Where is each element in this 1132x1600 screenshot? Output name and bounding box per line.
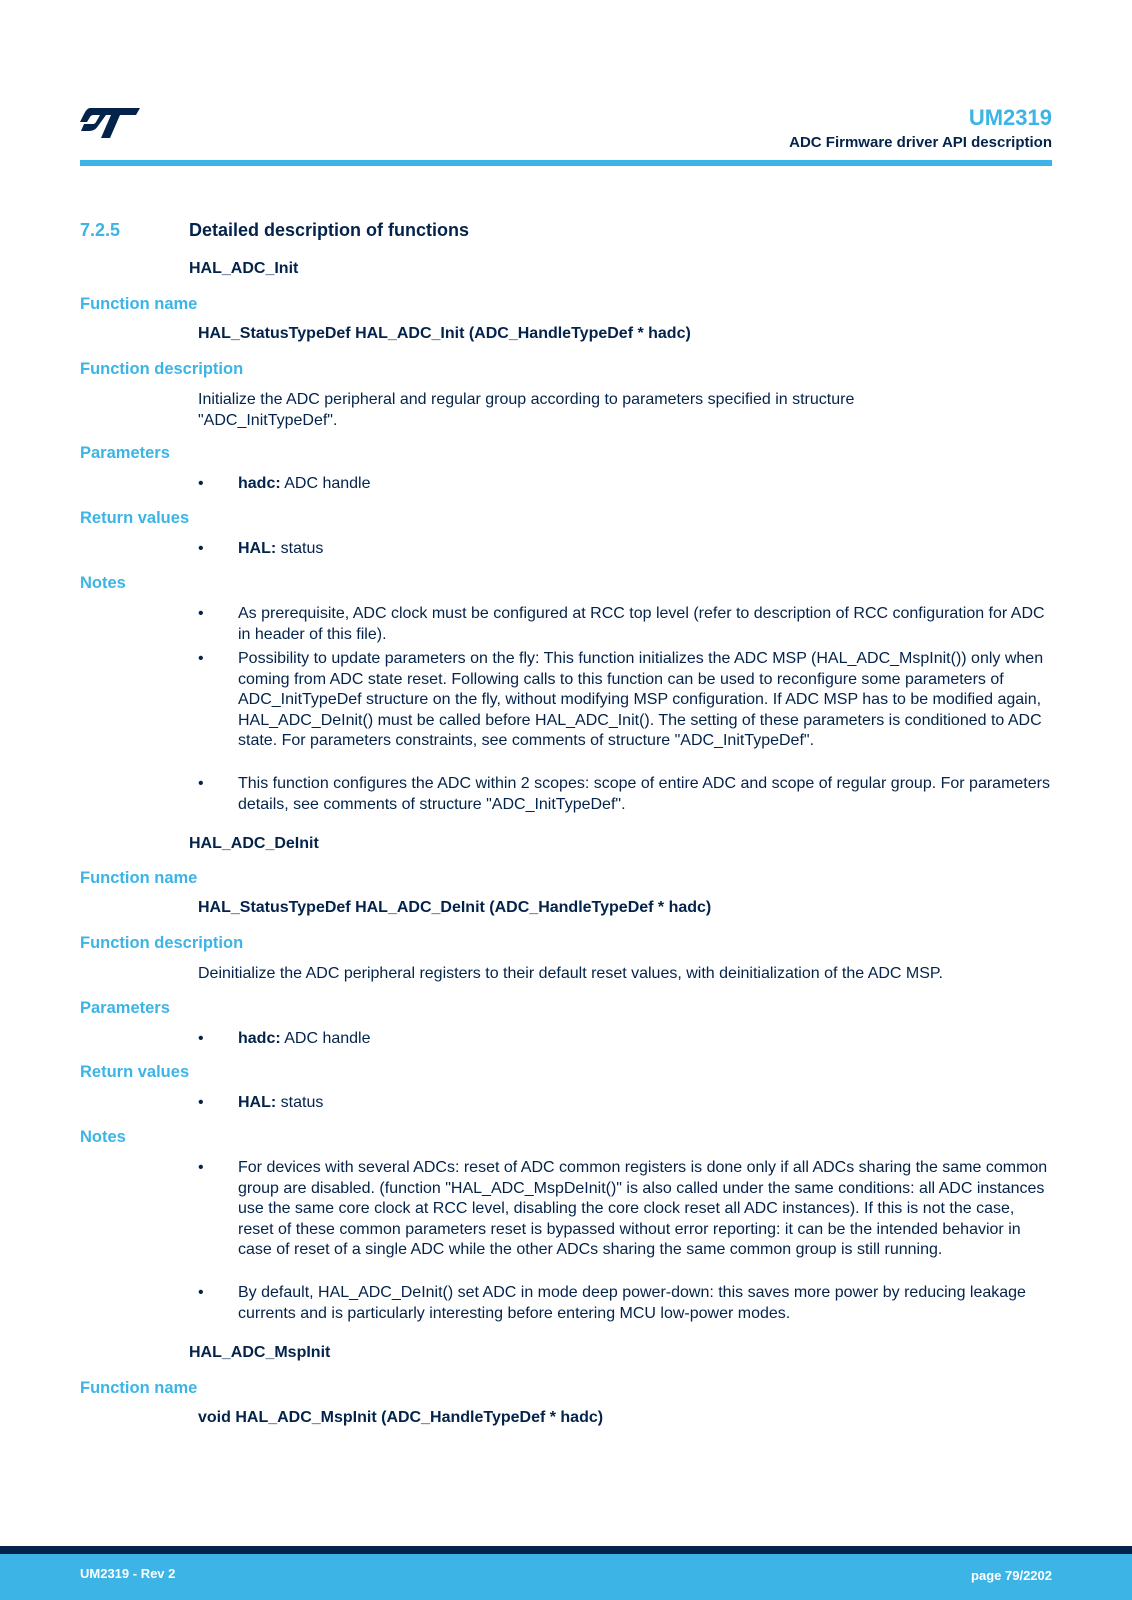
bullet-icon: • [198, 540, 204, 557]
document-id: UM2319 [968, 105, 1052, 130]
parameter-item [198, 1029, 1053, 1050]
footer-rule [0, 1546, 1132, 1554]
bullet-icon: • [198, 1030, 204, 1047]
bullet-icon: • [198, 775, 204, 792]
note-item [198, 774, 1053, 815]
function-signature-init: HAL_StatusTypeDef HAL_ADC_Init (ADC_HandleTypeDef * hadc) [198, 325, 691, 342]
note-item [198, 604, 1053, 645]
function-signature-deinit: HAL_StatusTypeDef HAL_ADC_DeInit (ADC_HandleTypeDef * hadc) [198, 899, 712, 916]
label-function-description: Function description [80, 934, 244, 952]
label-parameters: Parameters [80, 444, 170, 462]
bullet-icon: • [198, 475, 204, 492]
parameter-name: hadc: [238, 1030, 281, 1047]
bullet-icon: • [198, 605, 204, 622]
parameter-text: ADC handle [280, 1030, 371, 1047]
note-item [198, 1283, 1053, 1324]
note-item [198, 649, 1053, 752]
parameter-text: ADC handle [280, 475, 371, 492]
note-text: This function configures the ADC within 2 scopes: scope of entire ADC and scope of regular group. For parameters details, see comments of structure "ADC_InitTypeDef". [238, 775, 1050, 813]
footer-page-number: page 79/2202 [971, 1568, 1052, 1583]
function-signature-mspinit: void HAL_ADC_MspInit (ADC_HandleTypeDef * hadc) [198, 1409, 604, 1426]
function-title-init: HAL_ADC_Init [189, 260, 299, 277]
function-description-init: Initialize the ADC peripheral and regular group according to parameters specified in structure "ADC_InitTypeDef". [198, 391, 855, 429]
return-value-text: status [276, 1094, 324, 1111]
bullet-icon: • [198, 1284, 204, 1301]
parameter-name: hadc: [238, 475, 281, 492]
label-function-description: Function description [80, 360, 244, 378]
label-notes: Notes [80, 1128, 126, 1146]
page-footer [0, 1554, 1132, 1600]
st-logo [80, 106, 142, 140]
footer-doc-revision: UM2319 - Rev 2 [80, 1566, 176, 1581]
label-return-values: Return values [80, 509, 190, 527]
bullet-icon: • [198, 1159, 204, 1176]
function-title-mspinit: HAL_ADC_MspInit [189, 1344, 331, 1361]
bullet-icon: • [198, 1094, 204, 1111]
header-rule [80, 160, 1052, 166]
return-value-item [198, 1093, 1053, 1114]
note-text: As prerequisite, ADC clock must be configured at RCC top level (refer to description of RCC configuration for ADC in header of this file). [238, 605, 1045, 643]
function-description-deinit: Deinitialize the ADC peripheral registers to their default reset values, with deinitialization of the ADC MSP. [198, 965, 943, 982]
note-text: For devices with several ADCs: reset of ADC common registers is done only if all ADCs sharing the same common group are disabled. (function "HAL_ADC_MspDeInit()" is also called under the same conditions: all ADC instances use the same core clock at RCC level, disabling the core clock reset all ADC instances). If this is not the case, reset of these common parameters reset is bypassed without error reporting: it can be the intended behavior in case of reset of a single ADC while the other ADCs sharing the same common group is still running. [238, 1159, 1048, 1259]
parameter-item [198, 474, 1053, 495]
label-function-name: Function name [80, 295, 198, 313]
return-value-name: HAL: [238, 540, 277, 557]
label-function-name: Function name [80, 1379, 198, 1397]
note-item [198, 1158, 1053, 1261]
note-text: Possibility to update parameters on the fly: This function initializes the ADC MSP (HAL_ADC_MspInit()) only when coming from ADC state reset. Following calls to this function can be used to reconfigure some parameters of ADC_InitTypeDef structure on the fly, without modifying MSP configuration. If ADC MSP has to be modified again, HAL_ADC_DeInit() must be called before HAL_ADC_Init(). The setting of these parameters is conditioned to ADC state. For parameters constraints, see comments of structure "ADC_InitTypeDef". [238, 650, 1044, 750]
return-value-text: status [276, 540, 324, 557]
section-title: Detailed description of functions [189, 220, 470, 240]
return-value-item [198, 539, 1053, 560]
note-text: By default, HAL_ADC_DeInit() set ADC in mode deep power-down: this saves more power by reducing leakage currents and is particularly interesting before entering MCU low-power modes. [238, 1284, 1026, 1322]
label-function-name: Function name [80, 869, 198, 887]
label-return-values: Return values [80, 1063, 190, 1081]
return-value-name: HAL: [238, 1094, 277, 1111]
label-parameters: Parameters [80, 999, 170, 1017]
section-number: 7.2.5 [80, 220, 121, 240]
function-title-deinit: HAL_ADC_DeInit [189, 835, 319, 852]
label-notes: Notes [80, 574, 126, 592]
bullet-icon: • [198, 650, 204, 667]
document-subtitle: ADC Firmware driver API description [789, 134, 1052, 151]
